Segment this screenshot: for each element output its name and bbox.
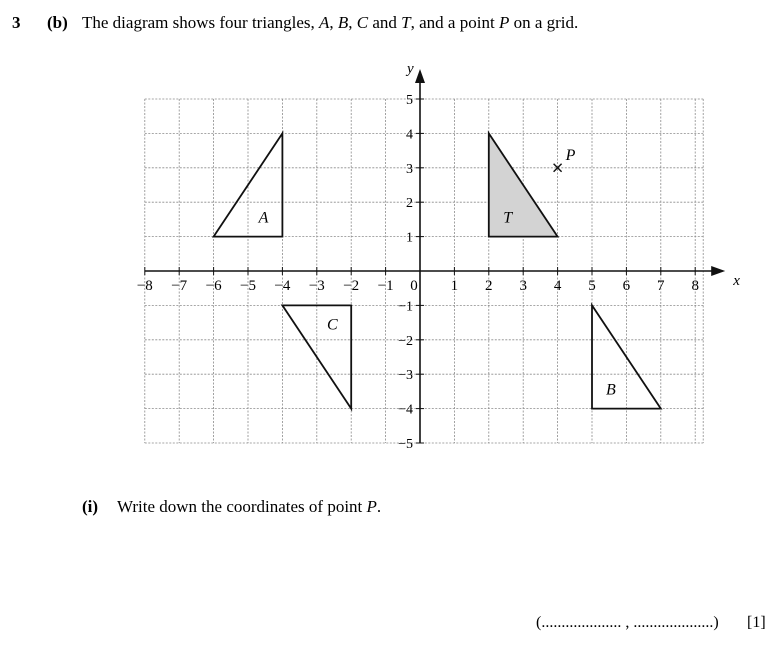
- y-tick-label: 5: [406, 93, 413, 108]
- stem-italic-letter: A: [319, 13, 330, 32]
- stem-italic-letter: C: [356, 13, 369, 32]
- x-tick-label: 8: [691, 278, 699, 294]
- y-tick-label: −1: [398, 299, 413, 315]
- stem-text: on a grid.: [509, 13, 579, 32]
- stem-text: ,: [329, 13, 338, 32]
- subpart-question: [117, 497, 381, 517]
- x-axis-label: x: [733, 273, 740, 289]
- x-tick-label: 6: [622, 278, 631, 294]
- y-tick-label: 1: [406, 230, 413, 246]
- subpart-text-after: .: [376, 497, 382, 516]
- x-tick-label: −5: [240, 278, 256, 294]
- x-tick-label: −7: [171, 278, 188, 294]
- point-p-label: P: [565, 146, 576, 164]
- y-tick-label: −4: [398, 402, 413, 418]
- y-tick-label: 4: [406, 127, 413, 143]
- subpart-text-before: Write down the coordinates of point: [117, 497, 367, 516]
- x-tick-label: −1: [377, 278, 394, 294]
- stem-text: and: [368, 13, 402, 32]
- x-tick-label: −8: [136, 278, 153, 294]
- triangle-a-label: A: [258, 209, 269, 227]
- x-tick-label: −2: [343, 278, 360, 294]
- stem-italic-letter: T: [401, 13, 411, 32]
- stem-text: ,: [348, 13, 357, 32]
- x-axis-arrow: [711, 266, 725, 276]
- x-tick-label: −3: [308, 278, 325, 294]
- y-axis-arrow: [415, 69, 425, 83]
- y-tick-label: −5: [398, 437, 413, 452]
- y-axis-label: y: [407, 61, 414, 77]
- triangle-b-label: B: [606, 381, 616, 399]
- question-part-label: (b): [47, 13, 68, 32]
- y-tick-label: −3: [398, 368, 413, 384]
- y-tick-label: 3: [406, 161, 413, 177]
- stem-text: , and a point: [410, 13, 499, 32]
- y-tick-label: 2: [406, 196, 413, 212]
- stem-italic-letter: P: [498, 13, 510, 32]
- stem-italic-letter: B: [337, 13, 349, 32]
- stem-text: The diagram shows four triangles,: [82, 13, 319, 32]
- x-tick-label: −4: [274, 278, 291, 294]
- x-tick-label: 1: [450, 278, 459, 294]
- y-tick-label: −2: [398, 333, 413, 349]
- subpart-point-name: P: [366, 497, 377, 516]
- x-tick-label: 2: [485, 278, 493, 294]
- x-tick-label: −6: [205, 278, 222, 294]
- answer-line[interactable]: (.................... , ....................): [536, 614, 719, 631]
- triangle-c-label: C: [326, 316, 338, 334]
- x-tick-label: 0: [410, 278, 418, 294]
- marks: [1]: [747, 614, 766, 631]
- x-tick-label: 7: [657, 278, 665, 294]
- subpart-label: (i): [82, 497, 99, 516]
- x-tick-label: 4: [553, 278, 562, 294]
- triangle-t-label: T: [503, 209, 513, 227]
- question-number: 3: [12, 13, 21, 32]
- x-tick-label: 5: [588, 278, 596, 294]
- x-tick-label: 3: [519, 278, 527, 294]
